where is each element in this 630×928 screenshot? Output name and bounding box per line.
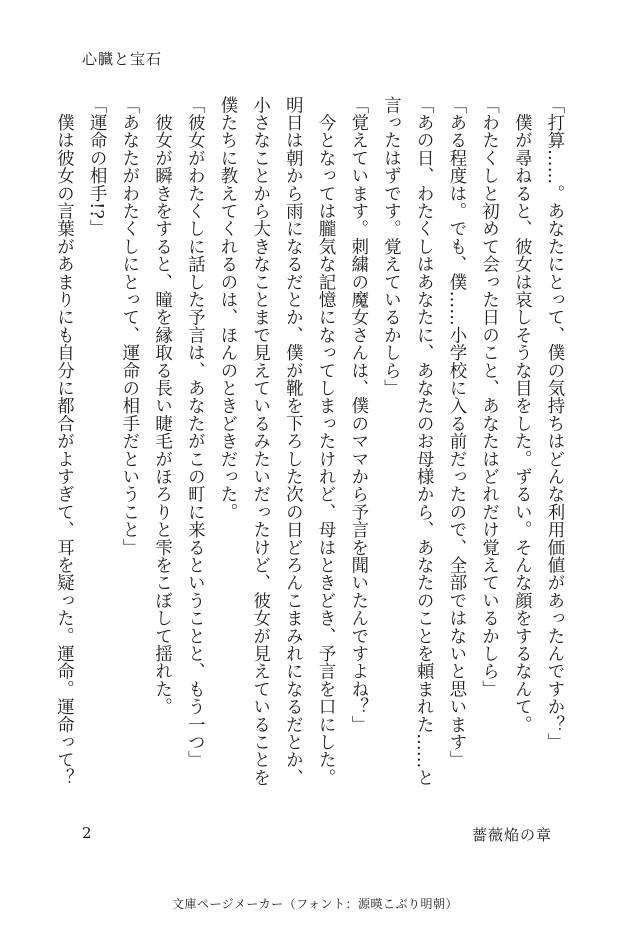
text-line: 明日は朝から雨になるだとか、僕が靴を下ろした次の日どろんこまみれになるだとか、 — [282, 96, 303, 787]
chapter-title: 薔薇焔の章 — [471, 826, 552, 844]
book-title: 心臓と宝石 — [82, 50, 163, 68]
text-line: 「覚えています。刺繍の魔女さんは、僕のママから予言を聞いたんですよね？」 — [347, 96, 368, 734]
text-line: 小さなことから大きなことまで見えているみたいだったけど、彼女が見えていることを — [249, 96, 270, 787]
text-line: 「ある程度は。でも、僕……小学校に入る前だったので、全部ではないと思います」 — [445, 96, 466, 769]
text-line: 言ったはずです。覚えているかしら」 — [380, 96, 401, 397]
text-line: 僕たちに教えてくれるのは、ほんのときどきだった。 — [216, 96, 237, 521]
body-text — [53, 96, 570, 796]
text-line: 彼女が瞬きをすると、瞳を縁取る長い睫毛がほろりと雫をこぼして揺れた。 — [151, 96, 172, 716]
text-line: 僕が尋ねると、彼女は哀しそうな目をした。ずるい。そんな顔をするなんて。 — [511, 96, 532, 734]
text-line: 「彼女がわたくしに話した予言は、あなたがこの町に来るということと、もう一つ」 — [184, 96, 205, 769]
text-line: 「あの日、わたくしはあなたに、あなたのお母様から、あなたのことを頼まれた……と — [413, 96, 434, 787]
text-line: 「運命の相手!?」 — [86, 96, 107, 237]
page-number: 2 — [82, 824, 92, 842]
text-line: 「わたくしと初めて会った日のこと、あなたはどれだけ覚えているかしら」 — [478, 96, 499, 698]
text-line: 「打算……。あなたにとって、僕の気持ちはどんな利用価値があったんですか？」 — [544, 96, 564, 751]
text-line: 「あなたがわたくしにとって、運命の相手だということ」 — [118, 96, 139, 557]
text-line: 今となっては朧気な記憶になってしまったけれど、母はときどき、予言を口にした。 — [315, 96, 336, 787]
footer-credit: 文庫ページメーカー（フォント：源暎こぶり明朝） — [171, 897, 459, 911]
text-line: 僕は彼女の言葉があまりにも自分に都合がよすぎて、耳を疑った。運命。運命って？ — [53, 96, 74, 787]
